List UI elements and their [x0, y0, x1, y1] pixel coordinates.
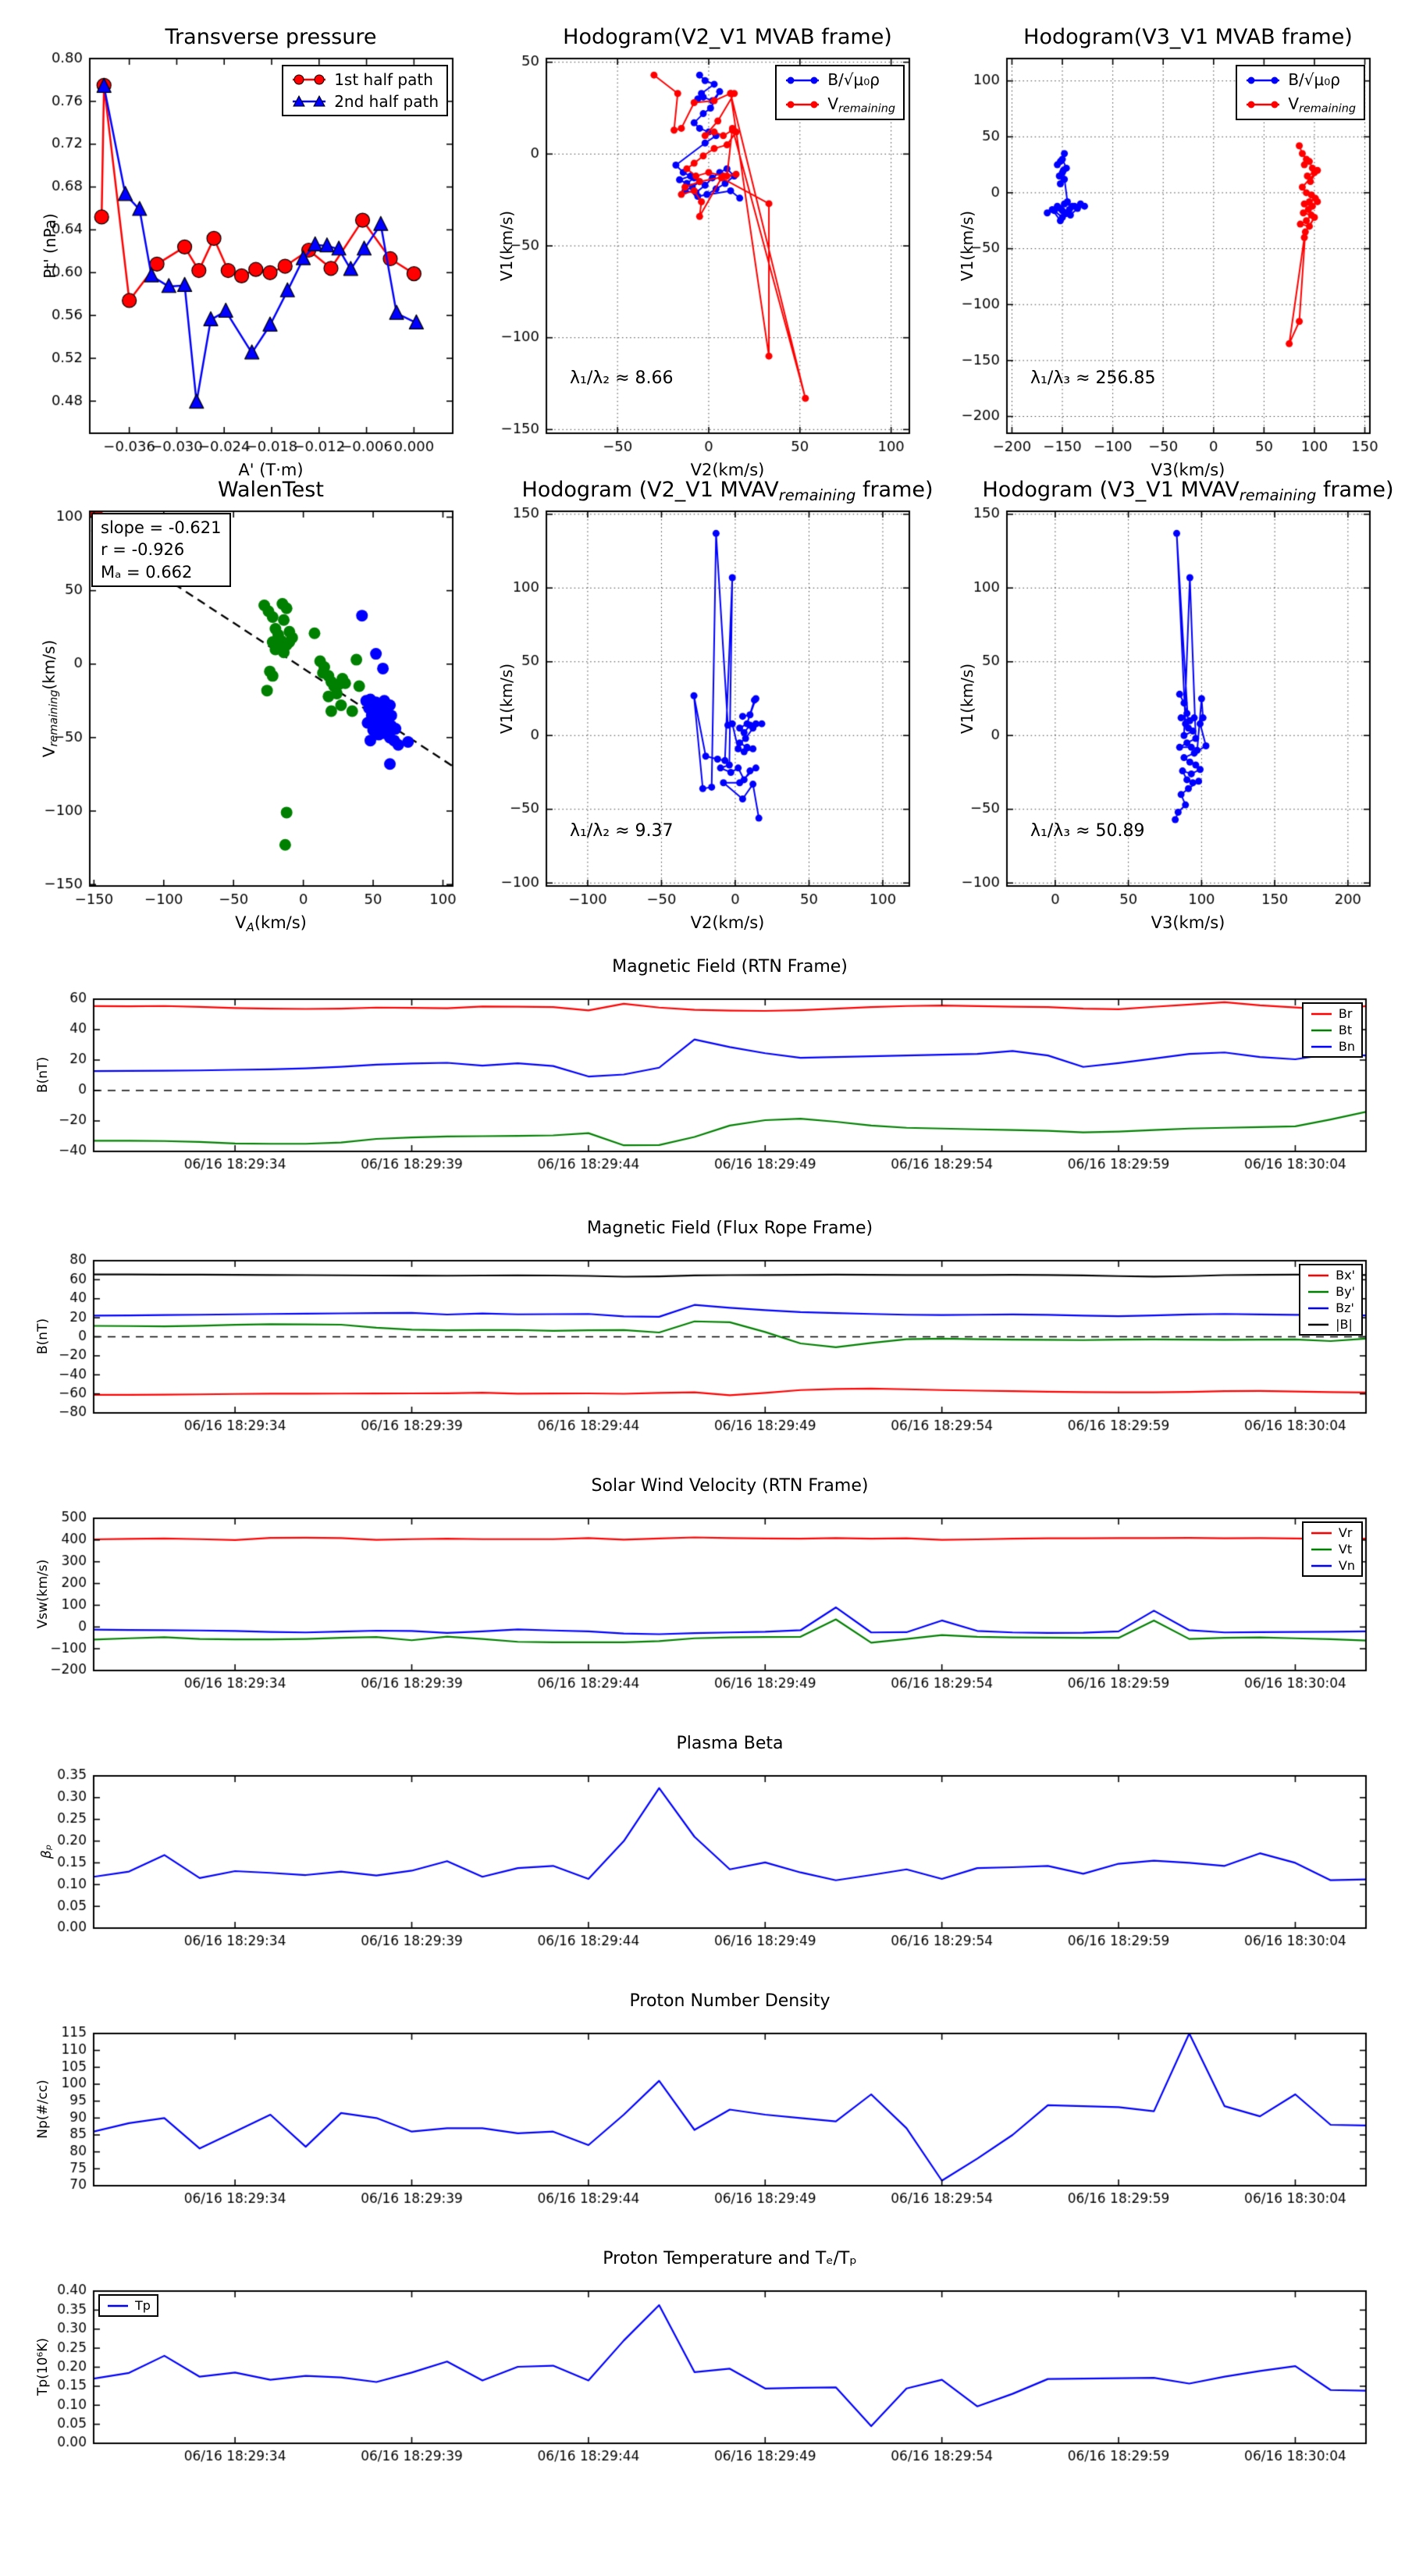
ylabel-text: V1(km/s) [497, 210, 516, 282]
x-axis-label [1151, 913, 1225, 932]
legend-label-main: B/√μ₀ρ [827, 70, 880, 89]
title-text: Solar Wind Velocity (RTN Frame) [591, 1476, 869, 1496]
legend-swatch-line [1307, 1320, 1330, 1329]
title-text: Hodogram(V3_V1 MVAB frame) [1023, 25, 1353, 49]
ylabel-text: Tp(10⁶K) [35, 2337, 51, 2396]
proton-number-density-canvas [0, 1979, 1405, 2236]
y-axis-label [35, 2080, 51, 2138]
ylabel-text: V1(km/s) [497, 663, 516, 735]
legend-item [784, 70, 895, 91]
panel-hodogram-v3v1-mvab [948, 8, 1405, 492]
title-text: Magnetic Field (RTN Frame) [612, 957, 848, 977]
panel-title [603, 2249, 857, 2268]
y-axis-label [39, 1845, 55, 1859]
legend-swatch-line [106, 2301, 130, 2311]
legend-item [1310, 1023, 1355, 1037]
panel-walen-test [31, 461, 500, 945]
lambda-ratio-annotation: λ₁/λ₂ ≈ 9.37 [570, 821, 674, 841]
legend-label [1288, 70, 1340, 91]
y-axis-label [958, 664, 976, 734]
y-axis-label [958, 211, 976, 281]
title-text: Hodogram (V3_V1 MVAV [982, 478, 1240, 502]
legend-box [98, 2294, 158, 2317]
legend-label: Bt [1338, 1023, 1353, 1037]
legend-label: |B| [1336, 1317, 1353, 1332]
lambda-ratio-annotation: λ₁/λ₃ ≈ 256.85 [1030, 368, 1156, 388]
y-axis-label [35, 2338, 51, 2396]
legend-label: Bn [1338, 1039, 1355, 1054]
panel-title [563, 25, 892, 52]
legend-swatch-dot-line [784, 74, 820, 87]
panel-title [630, 1991, 831, 2011]
title-text: Magnetic Field (Flux Rope Frame) [586, 1219, 873, 1238]
legend-box [775, 65, 905, 120]
legend-box [1236, 65, 1365, 120]
legend-swatch-line [1310, 1545, 1333, 1554]
legend-label [827, 94, 895, 116]
legend-box [1302, 1521, 1363, 1577]
xlabel-text: V3(km/s) [1151, 913, 1225, 932]
xlabel-text: V2(km/s) [690, 913, 765, 932]
panel-title [677, 1734, 784, 1753]
xlabel-pre: V [235, 913, 247, 932]
legend-box [1302, 1002, 1363, 1058]
x-axis-label [235, 913, 307, 934]
magnetic-field-rtn-canvas [0, 945, 1405, 1202]
legend-swatch-line [1307, 1287, 1330, 1297]
panel-title [165, 25, 377, 52]
title-sub: remaining [778, 486, 856, 504]
legend-label [1288, 94, 1356, 116]
y-axis-label [41, 213, 59, 278]
legend-item [1307, 1317, 1355, 1332]
panel-title [612, 957, 848, 977]
panel-plasma-beta [0, 1721, 1405, 1979]
legend-label-sub: remaining [1299, 102, 1356, 116]
title-text: Proton Temperature and Tₑ/Tₚ [603, 2249, 857, 2268]
legend-label: Br [1338, 1006, 1353, 1021]
title-text: Hodogram (V2_V1 MVAV [521, 478, 779, 502]
legend-label-main: V [827, 94, 839, 113]
title-text: Proton Number Density [629, 1991, 831, 2011]
legend-item [1310, 1558, 1355, 1573]
stat-correlation: r = -0.926 [101, 540, 185, 560]
lambda-ratio-annotation: λ₁/λ₃ ≈ 50.89 [1030, 821, 1145, 841]
panel-solar-wind-velocity [0, 1464, 1405, 1721]
legend-swatch-line [1310, 1561, 1333, 1571]
legend-item [784, 94, 895, 116]
legend-swatch-line [1310, 1042, 1333, 1051]
legend-label: 1st half path [334, 70, 433, 89]
magnetic-field-flux-rope-canvas [0, 1206, 1405, 1464]
y-axis-label [35, 1057, 51, 1093]
title-text: WalenTest [218, 478, 324, 502]
legend-item [1245, 70, 1356, 91]
ylabel-sub: remaining [48, 689, 61, 747]
xlabel-sub: A [246, 920, 254, 934]
legend-item [1307, 1284, 1355, 1299]
legend-label: By' [1336, 1284, 1355, 1299]
legend-label: Vr [1338, 1525, 1353, 1540]
legend-swatch-triangle-line [291, 95, 327, 108]
legend-label-sub: remaining [838, 102, 895, 116]
panel-title [982, 478, 1393, 504]
legend-box [1299, 1264, 1363, 1336]
legend-label-main: B/√μ₀ρ [1288, 70, 1340, 89]
legend-label: Bz' [1336, 1300, 1354, 1315]
x-axis-label [691, 913, 765, 932]
y-axis-label [497, 211, 516, 281]
panel-hodogram-v2v1-mvab [488, 8, 956, 492]
walen-fit-stats-box [91, 513, 231, 587]
legend-item [1310, 1006, 1355, 1021]
panel-title [587, 1219, 873, 1238]
panel-title [1023, 25, 1353, 52]
legend-swatch-line [1307, 1271, 1330, 1280]
ylabel-text: B(nT) [35, 1056, 51, 1094]
solar-wind-velocity-canvas [0, 1464, 1405, 1721]
legend-label: Vn [1338, 1558, 1355, 1573]
ylabel-text: Vsw(km/s) [35, 1559, 51, 1629]
ylabel-post: (km/s) [39, 639, 59, 690]
legend-item [1310, 1542, 1355, 1557]
legend-item [1245, 94, 1356, 116]
title-text: Plasma Beta [676, 1734, 784, 1753]
legend-swatch-dot-line [1245, 98, 1281, 111]
title-post: frame) [855, 478, 934, 502]
legend-item [291, 70, 439, 89]
ylabel-pre: V [39, 746, 59, 758]
legend-label-main: V [1288, 94, 1300, 113]
stat-mach-number: Mₐ = 0.662 [101, 562, 193, 582]
hodogram-v3v1-mvav-canvas [948, 461, 1405, 945]
ylabel-text: βₚ [39, 1844, 55, 1859]
legend-swatch-circle-line [291, 73, 327, 86]
legend-label [827, 70, 880, 91]
legend-item [106, 2298, 151, 2313]
panel-title [592, 1476, 869, 1496]
y-axis-label [35, 1560, 51, 1629]
panel-title [218, 478, 324, 502]
panel-magnetic-field-flux-rope [0, 1206, 1405, 1464]
panel-magnetic-field-rtn [0, 945, 1405, 1202]
hodogram-v2v1-mvav-canvas [488, 461, 956, 945]
legend-box [282, 65, 448, 116]
legend-label: Tp [135, 2298, 151, 2313]
title-text: Transverse pressure [165, 25, 377, 49]
y-axis-label [497, 664, 516, 734]
y-axis-label [35, 1318, 51, 1354]
legend-swatch-line [1307, 1304, 1330, 1313]
ylabel-text: V1(km/s) [958, 663, 976, 735]
panel-title [521, 478, 933, 504]
legend-label: Bx' [1336, 1268, 1355, 1283]
ylabel-text: V1(km/s) [958, 210, 976, 282]
lambda-ratio-annotation: λ₁/λ₂ ≈ 8.66 [570, 368, 674, 388]
legend-item [1310, 1039, 1355, 1054]
proton-temperature-canvas [0, 2236, 1405, 2494]
title-text: Hodogram(V2_V1 MVAB frame) [563, 25, 892, 49]
ylabel-text: Pt' (nPa) [41, 213, 59, 279]
stat-slope: slope = -0.621 [101, 518, 222, 537]
plasma-beta-canvas [0, 1721, 1405, 1979]
ylabel-text: Np(#/cc) [35, 2080, 51, 2139]
xlabel-post: (km/s) [254, 913, 307, 932]
legend-item [1307, 1268, 1355, 1283]
legend-swatch-line [1310, 1026, 1333, 1035]
panel-transverse-pressure [31, 8, 500, 492]
legend-item [1307, 1300, 1355, 1315]
legend-swatch-line [1310, 1009, 1333, 1019]
panel-hodogram-v3v1-mvav [948, 461, 1405, 945]
y-axis-label [40, 640, 61, 758]
panel-proton-temperature [0, 2236, 1405, 2494]
legend-swatch-line [1310, 1528, 1333, 1538]
legend-item [1310, 1525, 1355, 1540]
title-post: frame) [1316, 478, 1394, 502]
legend-label: Vt [1338, 1542, 1353, 1557]
panel-hodogram-v2v1-mvav [488, 461, 956, 945]
ylabel-text: B(nT) [35, 1318, 51, 1355]
legend-swatch-dot-line [1245, 74, 1281, 87]
panel-proton-number-density [0, 1979, 1405, 2236]
legend-label: 2nd half path [334, 92, 439, 111]
legend-swatch-dot-line [784, 98, 820, 111]
title-sub: remaining [1239, 486, 1317, 504]
legend-item [291, 92, 439, 111]
